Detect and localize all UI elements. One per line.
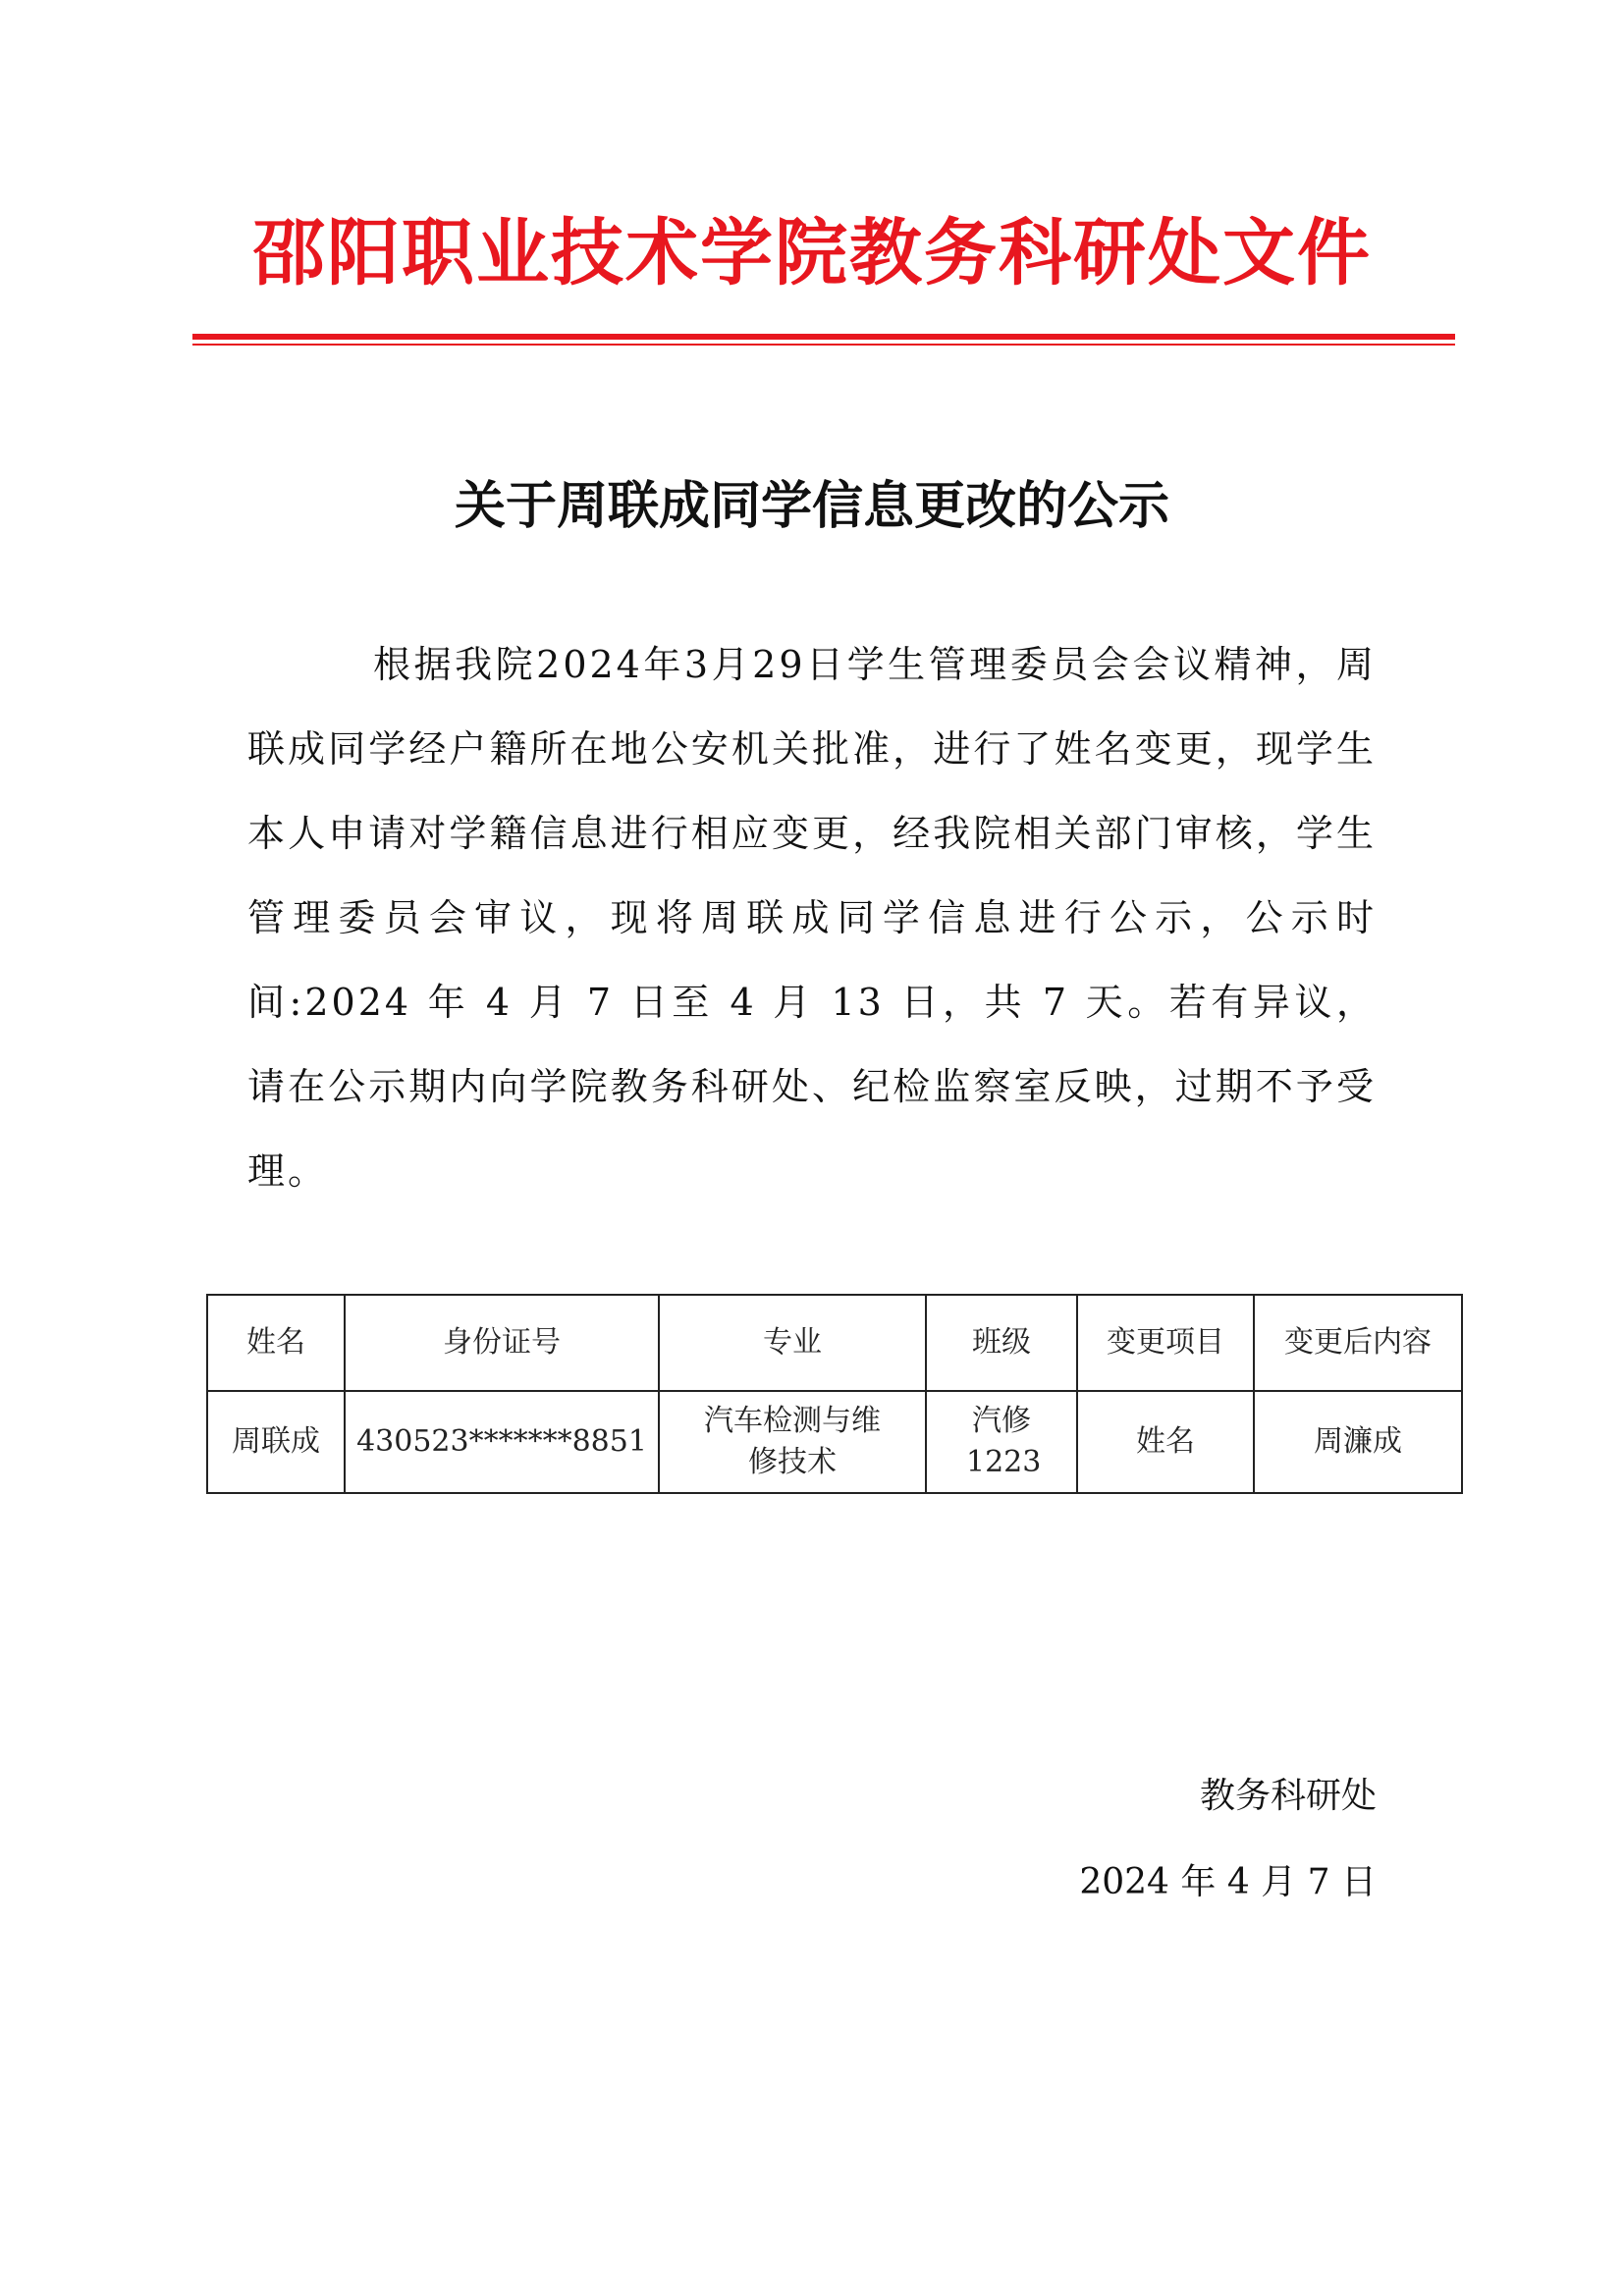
- cell-change-item: 姓名: [1077, 1391, 1254, 1493]
- table-header-row: [207, 1295, 1462, 1391]
- notice-title: 关于周联成同学信息更改的公示: [454, 476, 1169, 536]
- cell-new-content: 周濂成: [1254, 1391, 1462, 1493]
- notice-body: 根据我院2024年3月29日学生管理委员会会议精神，周联成同学经户籍所在地公安机关批准，进行了姓名变更，现学生本人申请对学籍信息进行相应变更，经我院相关部门审核，学生管理委员会审议，现将周联成同学信息进行公示，公示时间:2024 年 4 月 7 日至 4 月 13 日，共 7 天。若有异议，请在公示期内向学院教务科研处、纪检监察室反映，过期不予受理。: [247, 643, 1377, 1193]
- table-row: [207, 1391, 1462, 1493]
- document-masthead: 邵阳职业技术学院教务科研处文件: [252, 211, 1372, 295]
- header-change-item: 变更项目: [1077, 1295, 1254, 1391]
- cell-name: 周联成: [207, 1391, 345, 1493]
- masthead-red-rule: [192, 334, 1455, 340]
- issuing-department: 教务科研处: [1199, 1776, 1377, 1816]
- header-name: 姓名: [207, 1295, 345, 1391]
- header-new-content: 变更后内容: [1254, 1295, 1462, 1391]
- header-major: 专业: [659, 1295, 926, 1391]
- cell-id-number: 430523*******8851: [345, 1391, 659, 1493]
- header-class: 班级: [926, 1295, 1077, 1391]
- masthead-red-rule-thin: [192, 344, 1455, 346]
- issue-date: 2024 年 4 月 7 日: [1079, 1862, 1377, 1902]
- header-id-number: 身份证号: [345, 1295, 659, 1391]
- cell-major: 汽车检测与维修技术: [659, 1391, 926, 1493]
- cell-class: 汽修1223: [926, 1391, 1077, 1493]
- student-info-table: [206, 1294, 1463, 1494]
